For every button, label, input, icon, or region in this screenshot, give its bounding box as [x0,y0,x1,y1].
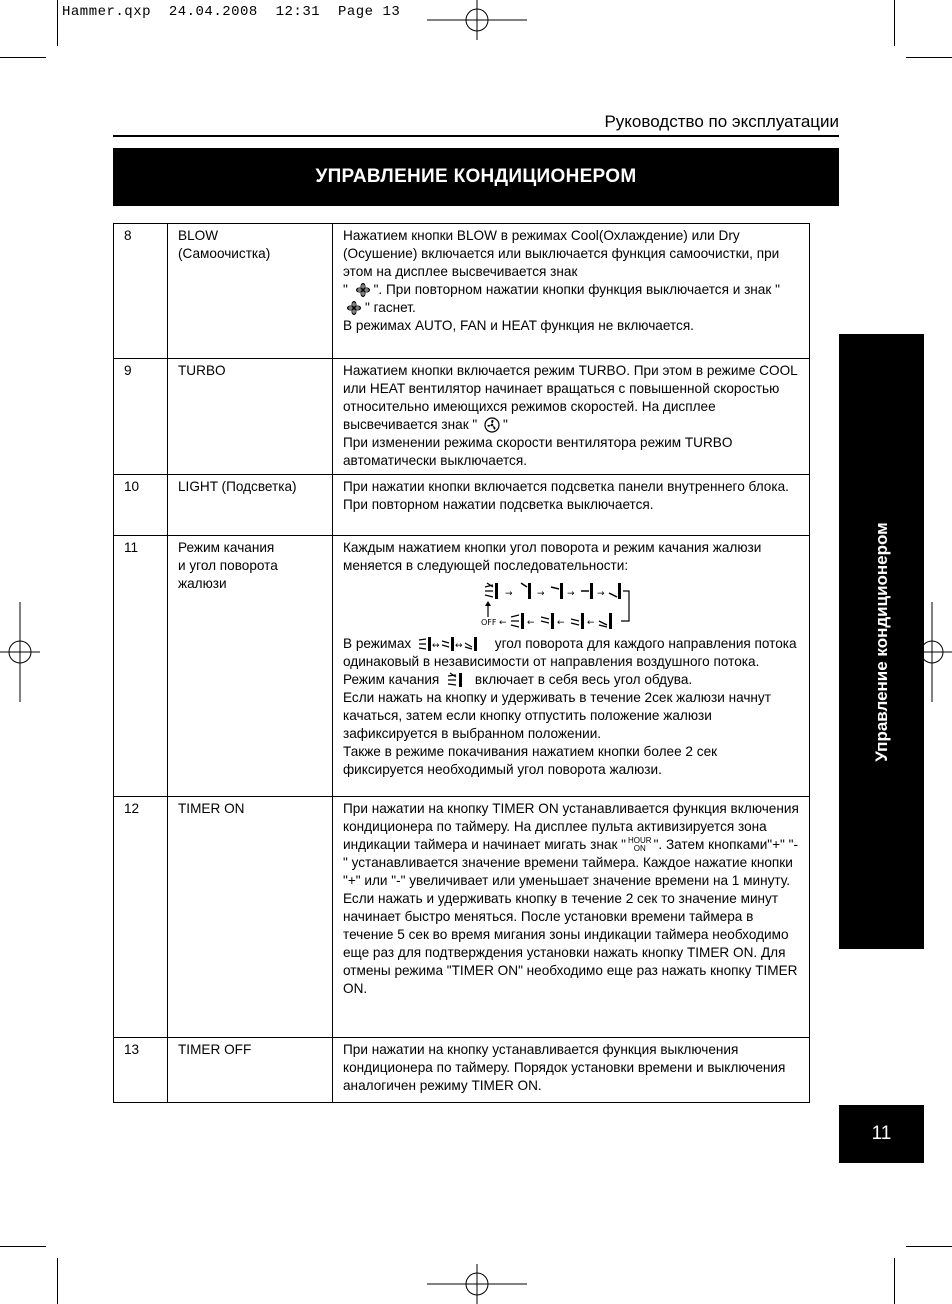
svg-text:←: ← [587,618,595,628]
function-name-line: TIMER OFF [178,1042,252,1057]
row-number: 12 [114,797,168,1038]
row-number: 13 [114,1038,168,1103]
crop-mark [57,0,58,46]
louver-position-icon [581,583,593,599]
table-row [114,224,810,359]
header-divider [113,135,839,137]
registration-mark-top [427,0,527,40]
section-title: УПРАВЛЕНИЕ КОНДИЦИОНЕРОМ [315,166,637,187]
registration-mark-bottom [427,1264,527,1304]
self-clean-icon [355,283,371,297]
description-text: В режимах AUTO, FAN и HEAT функция не включается. [343,318,694,333]
function-name-line: и угол поворота [178,558,278,573]
louver-swing-icon [485,583,498,599]
function-table [113,223,810,1103]
on-label: ON [633,844,646,854]
function-description [333,359,810,475]
crop-mark [57,1258,58,1304]
svg-text:→: → [567,589,575,599]
description-text: Каждым нажатием кнопки угол поворота и режим качания жалюзи меняется в следующей последовательности: [343,540,762,573]
turbo-fan-icon [484,417,500,433]
table-row [114,797,810,1038]
description-text: Режим качания [343,672,440,687]
function-description [333,536,810,797]
description-text: При изменении режима скорости вентилятора режим TURBO автоматически выключается. [343,435,733,468]
description-text: включает в себя весь угол обдува. [474,672,693,687]
description-text: " гаснет. [365,300,416,315]
louver-swing-icon [599,613,612,629]
louver-position-icon [551,583,563,599]
crop-mark [894,1258,895,1304]
description-text: При нажатии кнопки включается подсветка панели внутреннего блока. При повторном нажатии подсветка выключается. [343,479,789,512]
table-row [114,475,810,536]
louver-swing-icon [511,613,524,629]
function-description [333,797,810,1038]
hour-label: HOUR [628,836,652,846]
svg-text:←: ← [527,618,535,628]
row-number: 8 [114,224,168,359]
louver-swing-icon [541,613,554,629]
louver-sequence-arrows [483,577,743,633]
description-text: Также в режиме покачивания нажатием кнопки более 2 сек фиксируется необходимый угол поворота жалюзи. [343,744,718,777]
off-label: OFF [481,618,497,627]
side-section-tab [839,334,924,949]
row-number: 9 [114,359,168,475]
description-text: Нажатием кнопки BLOW в режимах Cool(Охлаждение) или Dry (Осушение) включается или выключается функция самоочистки, при этом на дисплее высвечивается знак [343,228,780,279]
self-clean-icon [346,301,362,315]
description-text: Если нажать на кнопку и удерживать в течение 2сек жалюзи начнут качаться, затем если кнопку отпустить положение жалюзи зафиксируется в выбранном положении. [343,690,771,741]
function-name [168,536,333,797]
crop-mark [0,1246,46,1247]
function-description [333,475,810,536]
svg-text:←: ← [557,618,565,628]
louver-fixed-range-icon [418,636,488,652]
svg-text:→: → [597,589,605,599]
function-description [333,224,810,359]
row-number: 11 [114,536,168,797]
table-row [114,536,810,797]
louver-position-icon [609,583,621,599]
section-banner [113,148,839,206]
function-name [168,359,333,475]
function-name [168,224,333,359]
function-name-line: TURBO [178,363,226,378]
louver-sequence-diagram [343,577,801,633]
svg-text:→: → [505,589,513,599]
function-name-line: BLOW [178,228,219,243]
description-text: " [503,417,508,432]
manual-title: Руководство по эксплуатации [604,112,839,131]
print-slug: Hammer.qxp 24.04.2008 12:31 Page 13 [62,4,401,20]
svg-text:←: ← [499,618,507,628]
louver-swing-icon [446,672,468,688]
svg-text:→: → [537,589,545,599]
description-text: ". Затем кнопками"+" "-" устанавливается значение времени таймера. Каждое нажатие кнопки "+" или "-" увеличивает или уменьшает значение времени на 1 минуту. [343,837,799,888]
side-tab-label: Управление кондиционером [871,521,891,762]
description-text: При нажатии на кнопку устанавливается функция выключения кондиционера по таймеру. Порядок установки времени и выключения аналогичен режиму TIMER ON. [343,1042,786,1093]
function-name [168,797,333,1038]
function-name-line: TIMER ON [178,801,245,816]
function-name-line: LIGHT (Подсветка) [178,479,297,494]
svg-text:↔: ↔ [431,641,440,652]
svg-text:↔: ↔ [454,641,463,652]
crop-mark [0,57,46,58]
hour-on-indicator [628,837,652,853]
description-text: угол поворота для каждого направления потока одинаковый в независимости от направления воздушного потока. [343,636,797,669]
registration-mark-left [0,602,40,702]
description-text: При нажатии на кнопку TIMER ON устанавливается функция включения кондиционера по таймеру. На дисплее пульта активизируется зона индикации таймера и начинает мигать знак " [343,801,799,852]
function-name-line: Режим качания [178,540,275,555]
louver-swing-icon [571,613,584,629]
description-text: В режимах [343,636,412,651]
page-number: 11 [839,1105,924,1163]
function-name-line: (Самоочистка) [178,246,271,261]
description-text: ". При повторном нажатии кнопки функция выключается и знак " [373,282,780,297]
row-number: 10 [114,475,168,536]
description-text: Если нажать и удерживать кнопку в течение 2 сек то значение минут начинает быстро меняться. После установки времени таймера в течение 5 сек во время мигания зоны индикации таймера необходимо еще раз для подтверждения установки нажать кнопку TIMER ON. Для отмены режима "TIMER ON" необходимо еще раз нажать кнопку TIMER ON. [343,891,798,996]
description-text: " [343,282,348,297]
table-row [114,1038,810,1103]
function-description [333,1038,810,1103]
function-name [168,475,333,536]
crop-mark [894,0,895,46]
table-row [114,359,810,475]
louver-position-icon [521,583,531,599]
crop-mark [906,57,952,58]
crop-mark [906,1246,952,1247]
description-text: Нажатием кнопки включается режим TURBO. При этом в режиме COOL или HEAT вентилятор начинает вращаться с повышенной скоростью относительно имеющихся режимов скоростей. На дисплее высвечивается знак " [343,363,798,432]
function-name-line: жалюзи [178,576,227,591]
function-name [168,1038,333,1103]
